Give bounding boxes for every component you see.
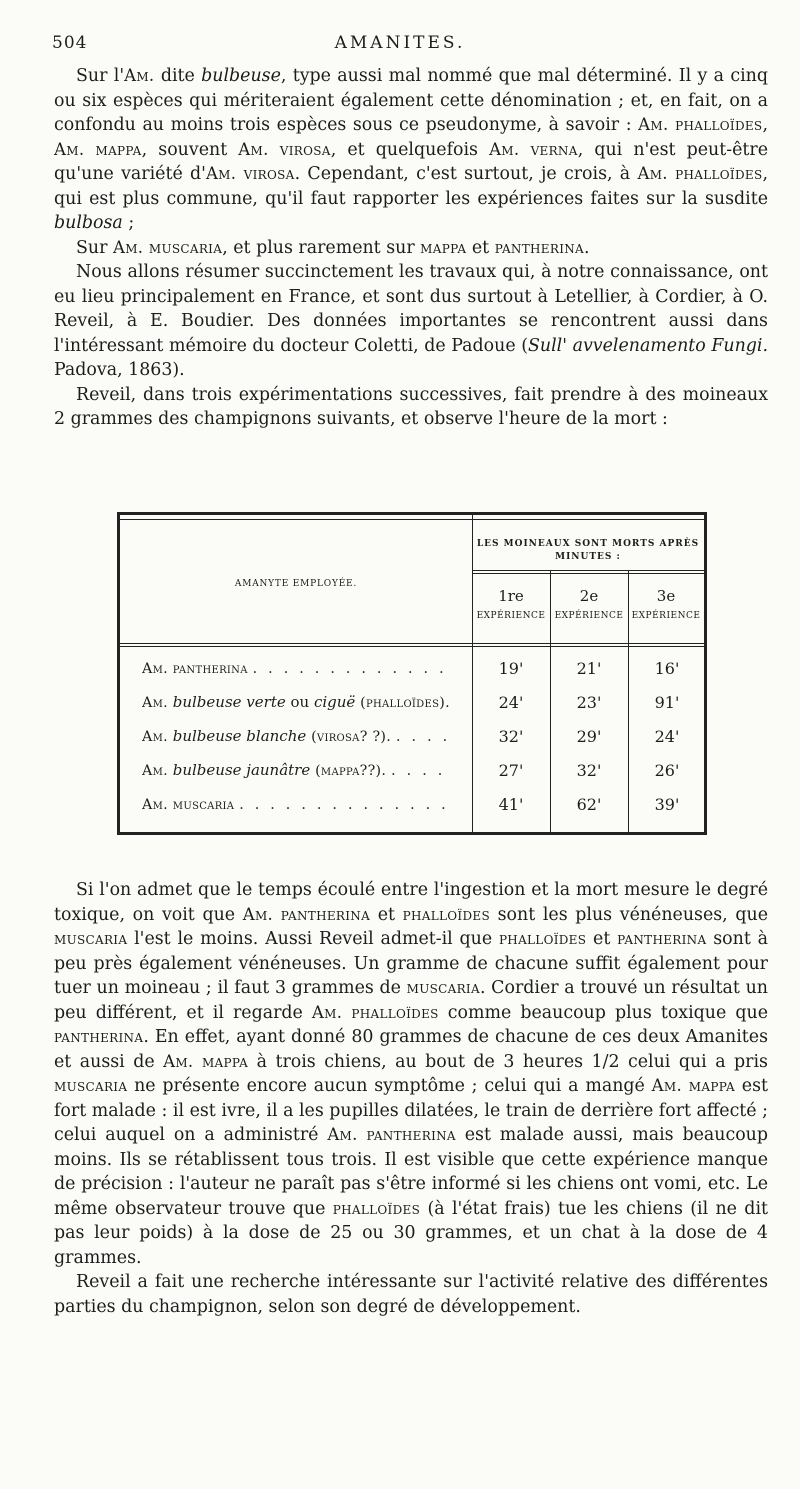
table-cell: 41' [498,795,524,814]
page-number: 504 [52,33,88,53]
table-row [120,761,704,792]
table-col-header-1: 1re EXPÉRIENCE [476,587,546,621]
table-cell: 19' [498,659,524,678]
paragraph-reveil-research: Reveil a fait une recherche intéressante sur l'activité relative des différentes parties du champignon, selon son degré de développement. [54,1272,768,1317]
table-cell: 23' [576,693,602,712]
table-row [120,659,704,690]
table-cell: 27' [498,761,524,780]
table-row [120,693,704,724]
table-cell: 24' [654,727,680,746]
paragraph-muscaria: Sur Am. muscaria, et plus rarement sur mappa et pantherina. [76,237,590,258]
table-row-name: Am. pantherina . . . . . . . . . . . . . [142,659,447,677]
table-cell: 62' [576,795,602,814]
table-cell: 24' [498,693,524,712]
table-cell: 39' [654,795,680,814]
table-group-header: LES MOINEAUX SONT MORTS APRÈS MINUTES : [476,539,700,562]
table-cell: 32' [498,727,524,746]
body-text-bottom [54,878,768,1319]
table-row [120,795,704,826]
table-col-header-2: 2e EXPÉRIENCE [554,587,624,621]
table-first-column-header: AMANYTE EMPLOYÉE. [234,579,358,589]
table-cell: 91' [654,693,680,712]
table-col-header-3: 3e EXPÉRIENCE [631,587,701,621]
table-cell: 21' [576,659,602,678]
table-cell: 32' [576,761,602,780]
table-row [120,727,704,758]
running-title: AMANITES. [334,33,466,53]
paragraph-bulbeuse: Sur l'Am. dite bulbeuse, type aussi mal nommé que mal déterminé. Il y a cinq ou six espèces qui mériteraient également cette dénomination ; et, en fait, on a confondu au moins trois espèces sous ce pseudonyme, à savoir : Am. phalloïdes, Am. mappa, souvent Am. virosa, et quelquefois Am. verna, qui n'est peut-être qu'une variété d'Am. virosa. Cependant, c'est surtout, je crois, à Am. phalloïdes, qui est plus commune, qu'il faut rapporter les expériences faites sur la susdite bulbosa ; [54,66,769,233]
paragraph-travaux: Nous allons résumer succinctement les travaux qui, à notre connaissance, ont eu lieu principalement en France, et sont dus surtout à Letellier, à Cordier, à O. Reveil, à E. Boudier. Des données importantes se rencontrent aussi dans l'intéressant mémoire du docteur Coletti, de Padoue (Sull' avvelenamento Fungi. Padova, 1863). [54,262,769,380]
paragraph-reveil-intro: Reveil, dans trois expérimentations successives, fait prendre à des moineaux 2 grammes des champignons suivants, et observe l'heure de la mort : [54,384,768,429]
paragraph-analysis: Si l'on admet que le temps écoulé entre l'ingestion et la mort mesure le degré toxique, on voit que Am. pantherina et phalloïdes sont les plus vénéneuses, que muscaria l'est le moins. Aussi Reveil admet-il que phalloïdes et pantherina sont à peu près également vénéneuses. Un gramme de chacune suffit également pour tuer un moineau ; il faut 3 grammes de muscaria. Cordier a trouvé un résultat un peu différent, et il regarde Am. phalloïdes comme beaucoup plus toxique que pantherina. En effet, ayant donné 80 grammes de chacune de ces deux Amanites et aussi de Am. mappa à trois chiens, au bout de 3 heures 1/2 celui qui a pris muscaria ne présente encore aucun symptôme ; celui qui a mangé Am. mappa est fort malade : il est ivre, il a les pupilles dilatées, le train de derrière fort affecté ; celui auquel on a administré Am. pantherina est malade aussi, mais beaucoup moins. Ils se rétablissent tous trois. Il est visible que cette expérience manque de précision : l'auteur ne paraît pas s'être informé si les chiens ont vomi, etc. Le même observateur trouve que phalloïdes (à l'état frais) tue les chiens (il ne dit pas leur poids) à la dose de 25 ou 30 grammes, et un chat à la dose de 4 grammes. [54,880,768,1268]
table-cell: 16' [654,659,680,678]
table-row-name: Am. muscaria . . . . . . . . . . . . . . [142,795,449,813]
body-text-top [54,64,768,432]
table-row-name: Am. bulbeuse blanche (virosa? ?). . . . . [142,727,451,745]
table-row-name: Am. bulbeuse verte ou ciguë (phalloïdes). [142,693,450,711]
table-cell: 26' [654,761,680,780]
table-row-name: Am. bulbeuse jaunâtre (mappa??). . . . . [142,761,446,779]
toxicity-table [117,512,707,835]
table-cell: 29' [576,727,602,746]
